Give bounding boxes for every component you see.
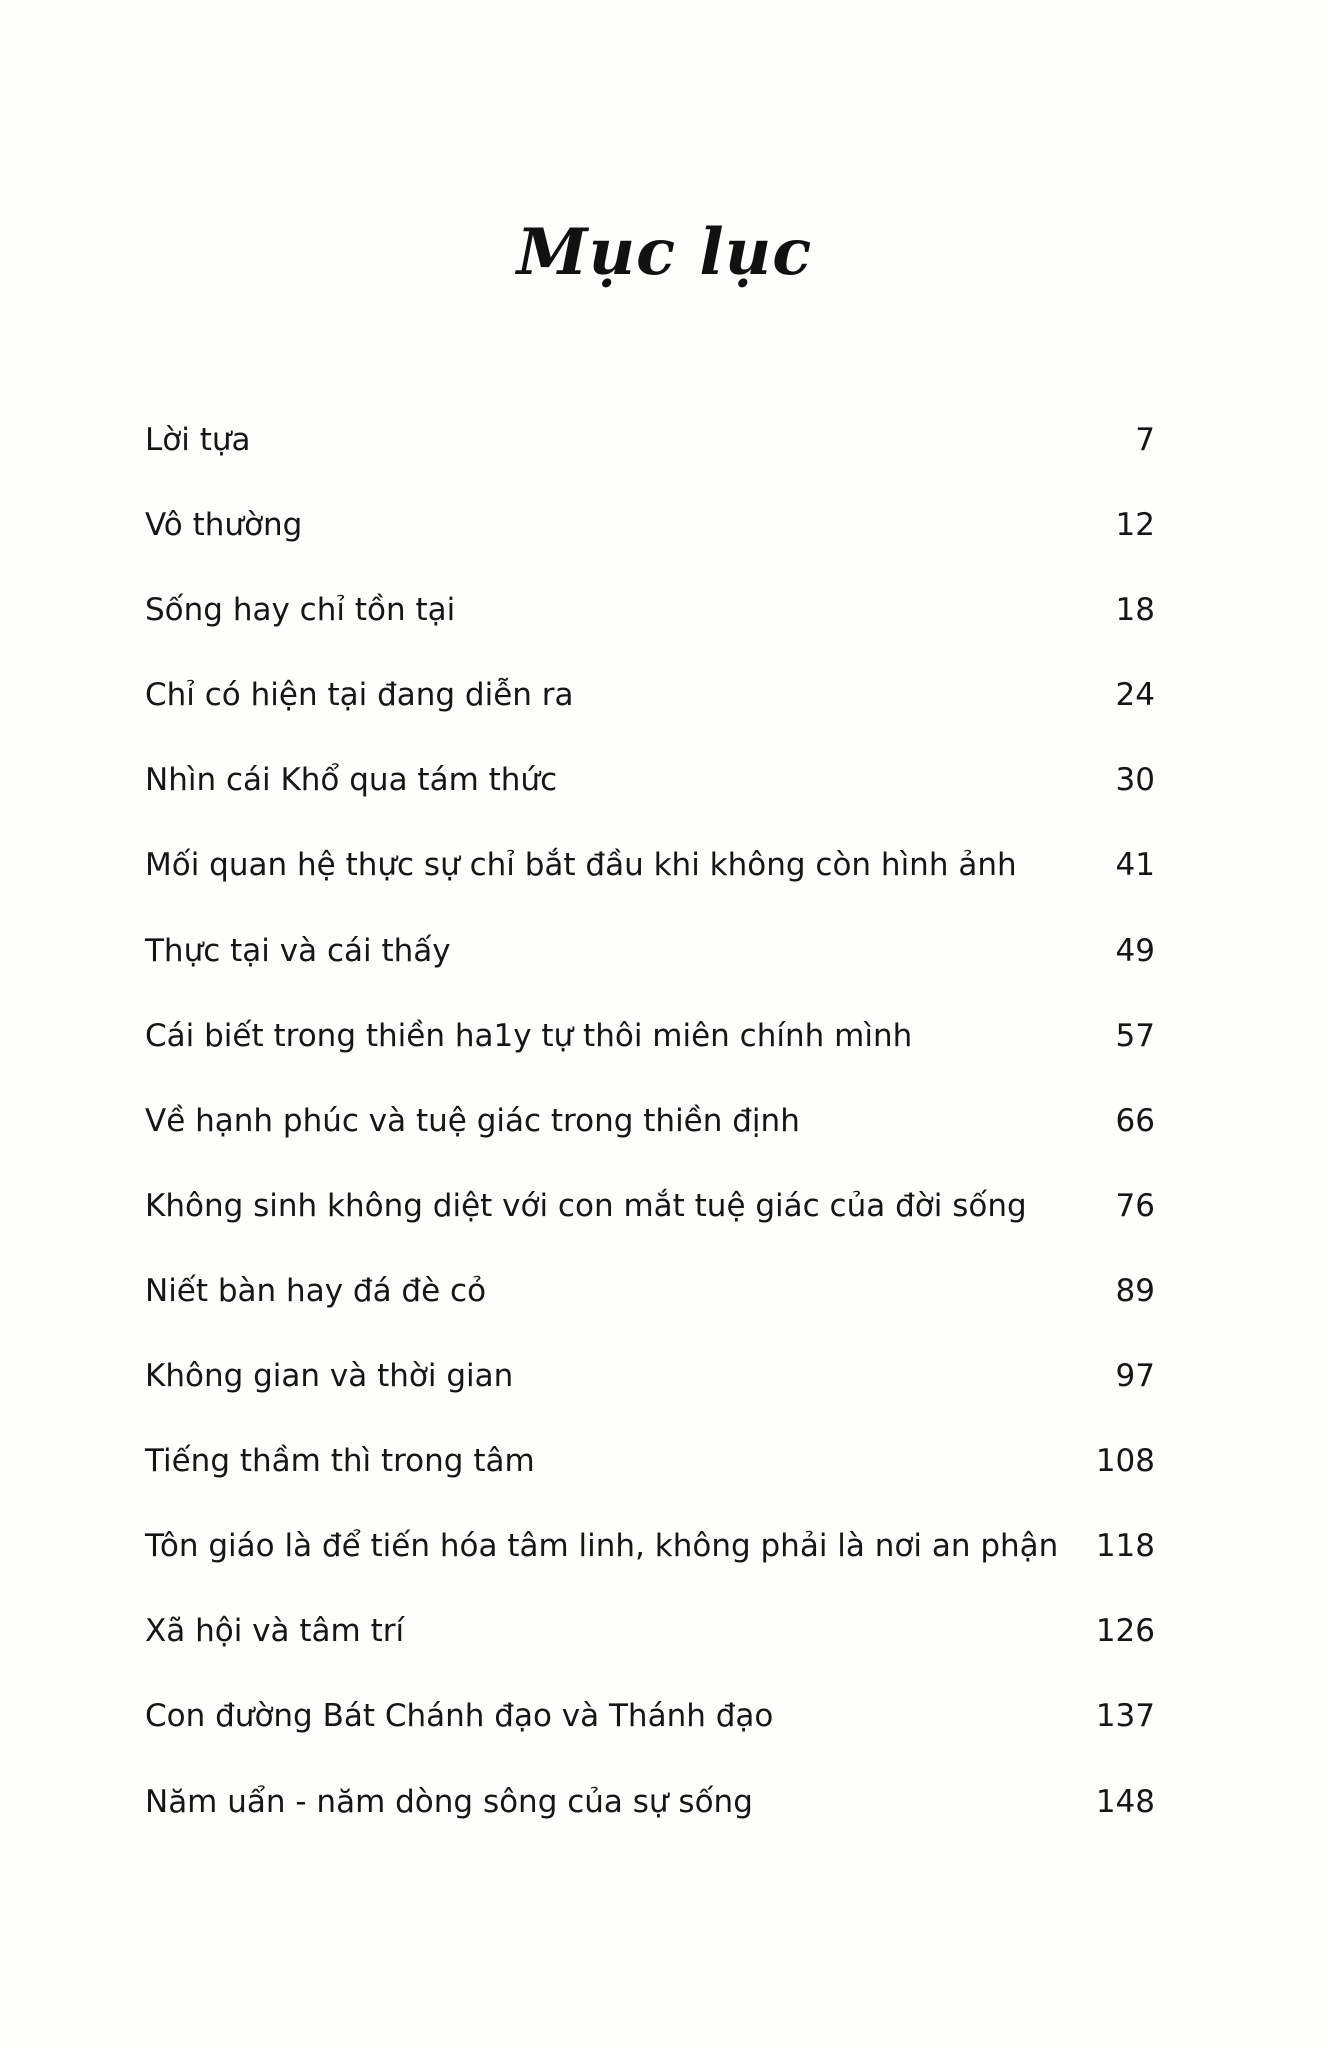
toc-entry-title: Xã hội và tâm trí (145, 1613, 405, 1650)
toc-entry-page: 97 (1115, 1358, 1155, 1395)
toc-entry (145, 1601, 1155, 1686)
toc-entry-page: 49 (1115, 932, 1155, 969)
toc-entry-title: Thực tại và cái thấy (145, 932, 451, 969)
toc-entry-title: Cái biết trong thiền ha1y tự thôi miên chính mình (145, 1017, 913, 1054)
toc-entry (145, 1431, 1155, 1516)
toc-entry (145, 1516, 1155, 1601)
toc-entry-title: Con đường Bát Chánh đạo và Thánh đạo (145, 1698, 774, 1735)
toc-entry (145, 750, 1155, 835)
toc-entry (145, 410, 1155, 495)
toc-entry-title: Không sinh không diệt với con mắt tuệ giác của đời sống (145, 1187, 1027, 1224)
toc-entry (145, 1261, 1155, 1346)
toc-entry (145, 921, 1155, 1006)
toc-entry (145, 580, 1155, 665)
toc-entry-page: 7 (1135, 422, 1155, 458)
toc-entry-page: 118 (1095, 1528, 1155, 1565)
toc-entry-page: 76 (1115, 1187, 1155, 1224)
toc-entry-title: Nhìn cái Khổ qua tám thức (145, 762, 558, 799)
toc-entry-title: Niết bàn hay đá đè cỏ (145, 1272, 487, 1309)
toc-entry-page: 89 (1115, 1272, 1155, 1309)
toc-entry-title: Vô thường (145, 507, 303, 544)
toc-entry-page: 41 (1115, 847, 1155, 884)
toc-entry-page: 126 (1095, 1613, 1155, 1650)
toc-entry (145, 1772, 1155, 1857)
toc-entry-page: 18 (1115, 592, 1155, 629)
page-title: Mục lục (516, 215, 813, 290)
toc-entry-page: 57 (1115, 1017, 1155, 1054)
table-of-contents (145, 410, 1155, 1857)
toc-entry-title: Tôn giáo là để tiến hóa tâm linh, không phải là nơi an phận (145, 1528, 1059, 1565)
toc-entry-page: 66 (1115, 1102, 1155, 1139)
toc-entry (145, 835, 1155, 920)
toc-entry-title: Sống hay chỉ tồn tại (145, 592, 456, 629)
toc-entry (145, 1346, 1155, 1431)
toc-entry (145, 1006, 1155, 1091)
toc-entry-title: Tiếng thầm thì trong tâm (145, 1443, 535, 1480)
toc-entry-page: 30 (1115, 762, 1155, 799)
toc-entry-title: Năm uẩn - năm dòng sông của sự sống (145, 1783, 753, 1820)
toc-entry-title: Mối quan hệ thực sự chỉ bắt đầu khi không còn hình ảnh (145, 847, 1017, 884)
toc-entry-page: 148 (1095, 1783, 1155, 1820)
toc-entry-title: Không gian và thời gian (145, 1358, 514, 1395)
toc-entry (145, 1091, 1155, 1176)
toc-entry-page: 137 (1095, 1698, 1155, 1735)
toc-entry-title: Về hạnh phúc và tuệ giác trong thiền định (145, 1102, 800, 1139)
toc-entry-title: Lời tựa (145, 422, 251, 458)
toc-entry (145, 1176, 1155, 1261)
toc-entry (145, 495, 1155, 580)
toc-entry-page: 24 (1115, 677, 1155, 714)
toc-entry-page: 108 (1095, 1443, 1155, 1480)
toc-entry-title: Chỉ có hiện tại đang diễn ra (145, 677, 574, 714)
toc-entry (145, 665, 1155, 750)
toc-entry (145, 1686, 1155, 1771)
toc-entry-page: 12 (1115, 507, 1155, 544)
